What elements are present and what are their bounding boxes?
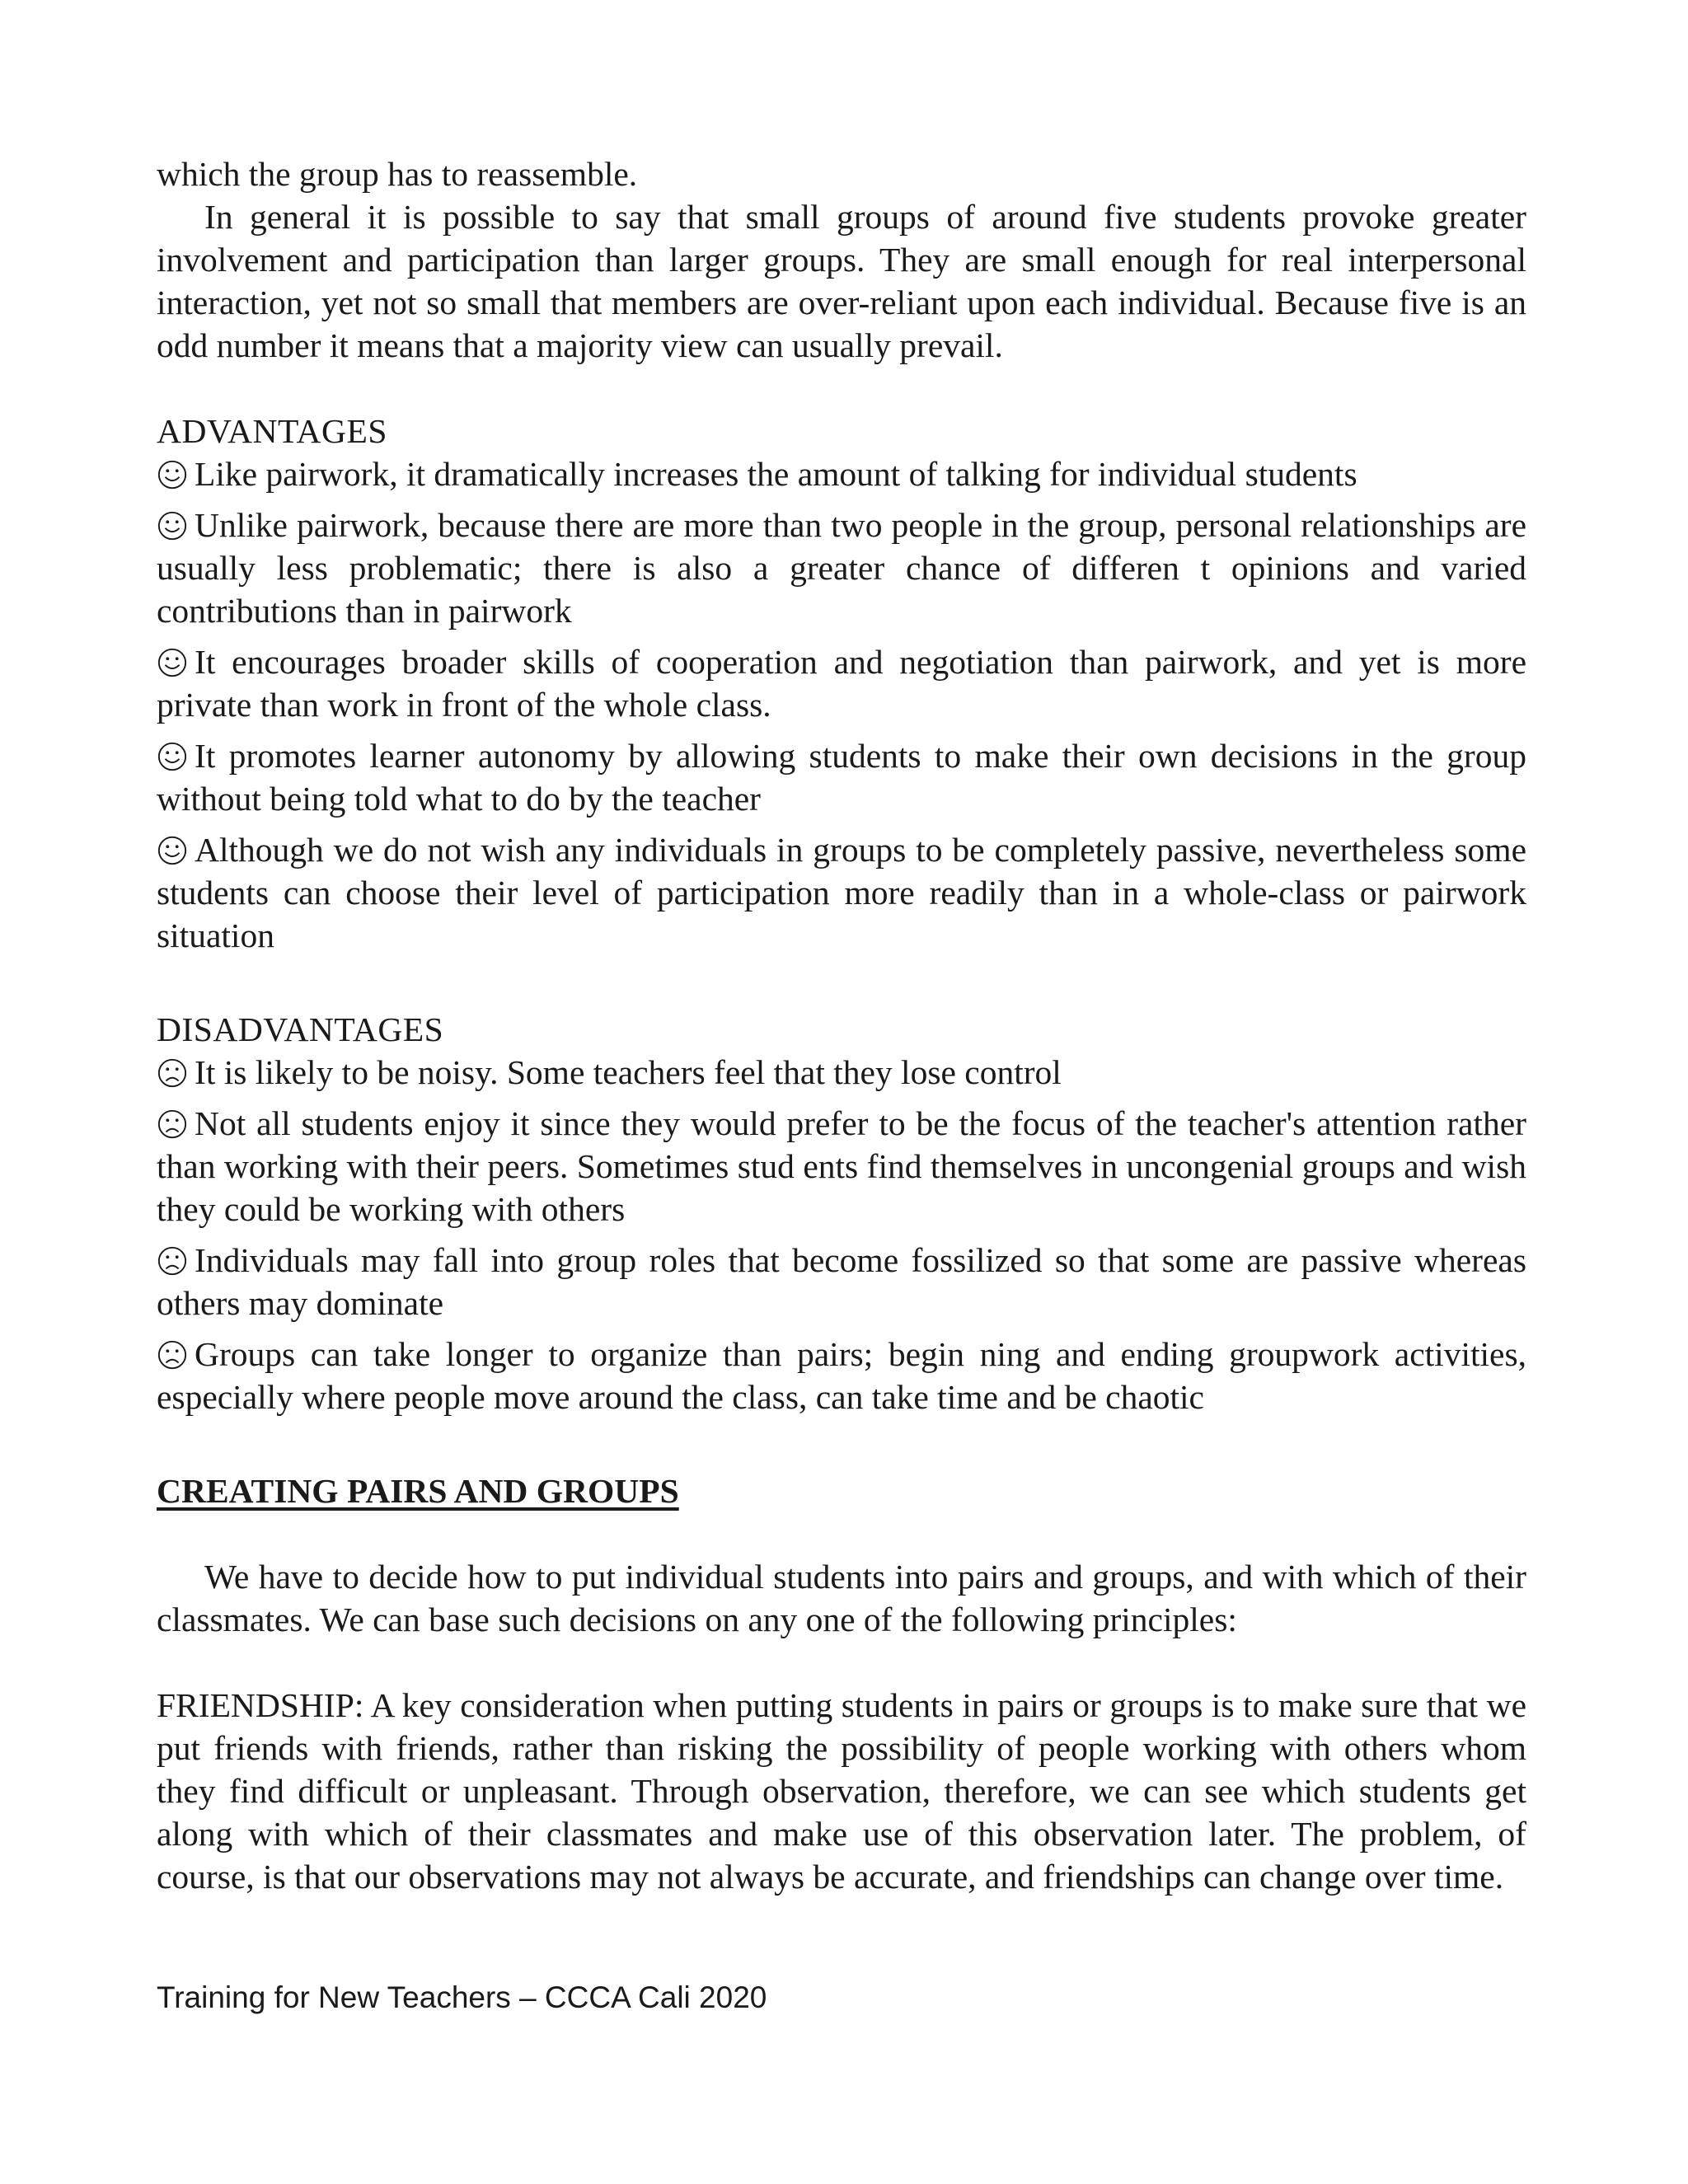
smiley-face-icon bbox=[157, 835, 188, 866]
advantages-list bbox=[157, 452, 1526, 957]
disadvantage-text: It is likely to be noisy. Some teachers feel that they lose control bbox=[195, 1053, 1062, 1091]
advantage-item bbox=[157, 734, 1526, 820]
advantage-text: Unlike pairwork, because there are more than two people in the group, personal relationships are usually less problematic; there is also a greater chance of differen t opinions and varied contributions than in pairwork bbox=[157, 506, 1526, 630]
disadvantage-text: Not all students enjoy it since they would prefer to be the focus of the teacher's attention rather than working with their peers. Sometimes stud ents find themselves in uncongenial groups and wish they could be working with others bbox=[157, 1104, 1526, 1228]
advantage-item bbox=[157, 828, 1526, 957]
page-footer: Training for New Teachers – CCCA Cali 2020 bbox=[157, 1980, 767, 2014]
smiley-face-icon bbox=[157, 459, 188, 490]
advantage-item bbox=[157, 504, 1526, 632]
creating-intro-paragraph: We have to decide how to put individual students into pairs and groups, and with which of their classmates. We can base such decisions on any one of the following principles: bbox=[157, 1558, 1526, 1638]
disadvantage-item bbox=[157, 1051, 1526, 1094]
sad-face-icon bbox=[157, 1108, 188, 1140]
disadvantage-item bbox=[157, 1102, 1526, 1230]
advantage-text: It promotes learner autonomy by allowing students to make their own decisions in the group without being told what to do by the teacher bbox=[157, 737, 1526, 818]
advantage-text: Although we do not wish any individuals in groups to be completely passive, nevertheless some students can choose their level of participation more readily than in a whole-class or pairwork situation bbox=[157, 831, 1526, 954]
advantage-text: It encourages broader skills of cooperation and negotiation than pairwork, and yet is more private than work in front of the whole class. bbox=[157, 643, 1526, 724]
document-page bbox=[157, 152, 1526, 1898]
friendship-paragraph: FRIENDSHIP: A key consideration when putting students in pairs or groups is to make sure that we put friends with friends, rather than risking the possibility of people working with others whom they find difficult or unpleasant. Through observation, therefore, we can see which students get along with which of their classmates and make use of this observation later. The problem, of course, is that our observations may not always be accurate, and friendships can change over time. bbox=[157, 1686, 1526, 1896]
advantages-heading: ADVANTAGES bbox=[157, 412, 387, 450]
intro-line: which the group has to reassemble. bbox=[157, 155, 638, 193]
sad-face-icon bbox=[157, 1339, 188, 1371]
disadvantage-item bbox=[157, 1333, 1526, 1418]
advantage-text: Like pairwork, it dramatically increases the amount of talking for individual students bbox=[195, 455, 1357, 493]
smiley-face-icon bbox=[157, 510, 188, 541]
smiley-face-icon bbox=[157, 647, 188, 678]
disadvantages-heading: DISADVANTAGES bbox=[157, 1010, 444, 1048]
disadvantage-item bbox=[157, 1239, 1526, 1324]
creating-pairs-heading: CREATING PAIRS AND GROUPS bbox=[157, 1472, 679, 1510]
disadvantage-text: Groups can take longer to organize than pairs; begin ning and ending groupwork activities, especially where people move around the class, can take time and be chaotic bbox=[157, 1335, 1526, 1416]
advantage-item bbox=[157, 640, 1526, 726]
smiley-face-icon bbox=[157, 741, 188, 772]
sad-face-icon bbox=[157, 1057, 188, 1089]
intro-paragraph: In general it is possible to say that small groups of around five students provoke greater involvement and participation than larger groups. They are small enough for real interpersonal interaction, yet not so small that members are over-reliant upon each individual. Because five is an odd number it means that a majority view can usually prevail. bbox=[157, 198, 1526, 364]
disadvantages-list bbox=[157, 1051, 1526, 1418]
sad-face-icon bbox=[157, 1245, 188, 1277]
advantage-item bbox=[157, 452, 1526, 495]
disadvantage-text: Individuals may fall into group roles that become fossilized so that some are passive whereas others may dominate bbox=[157, 1241, 1526, 1322]
